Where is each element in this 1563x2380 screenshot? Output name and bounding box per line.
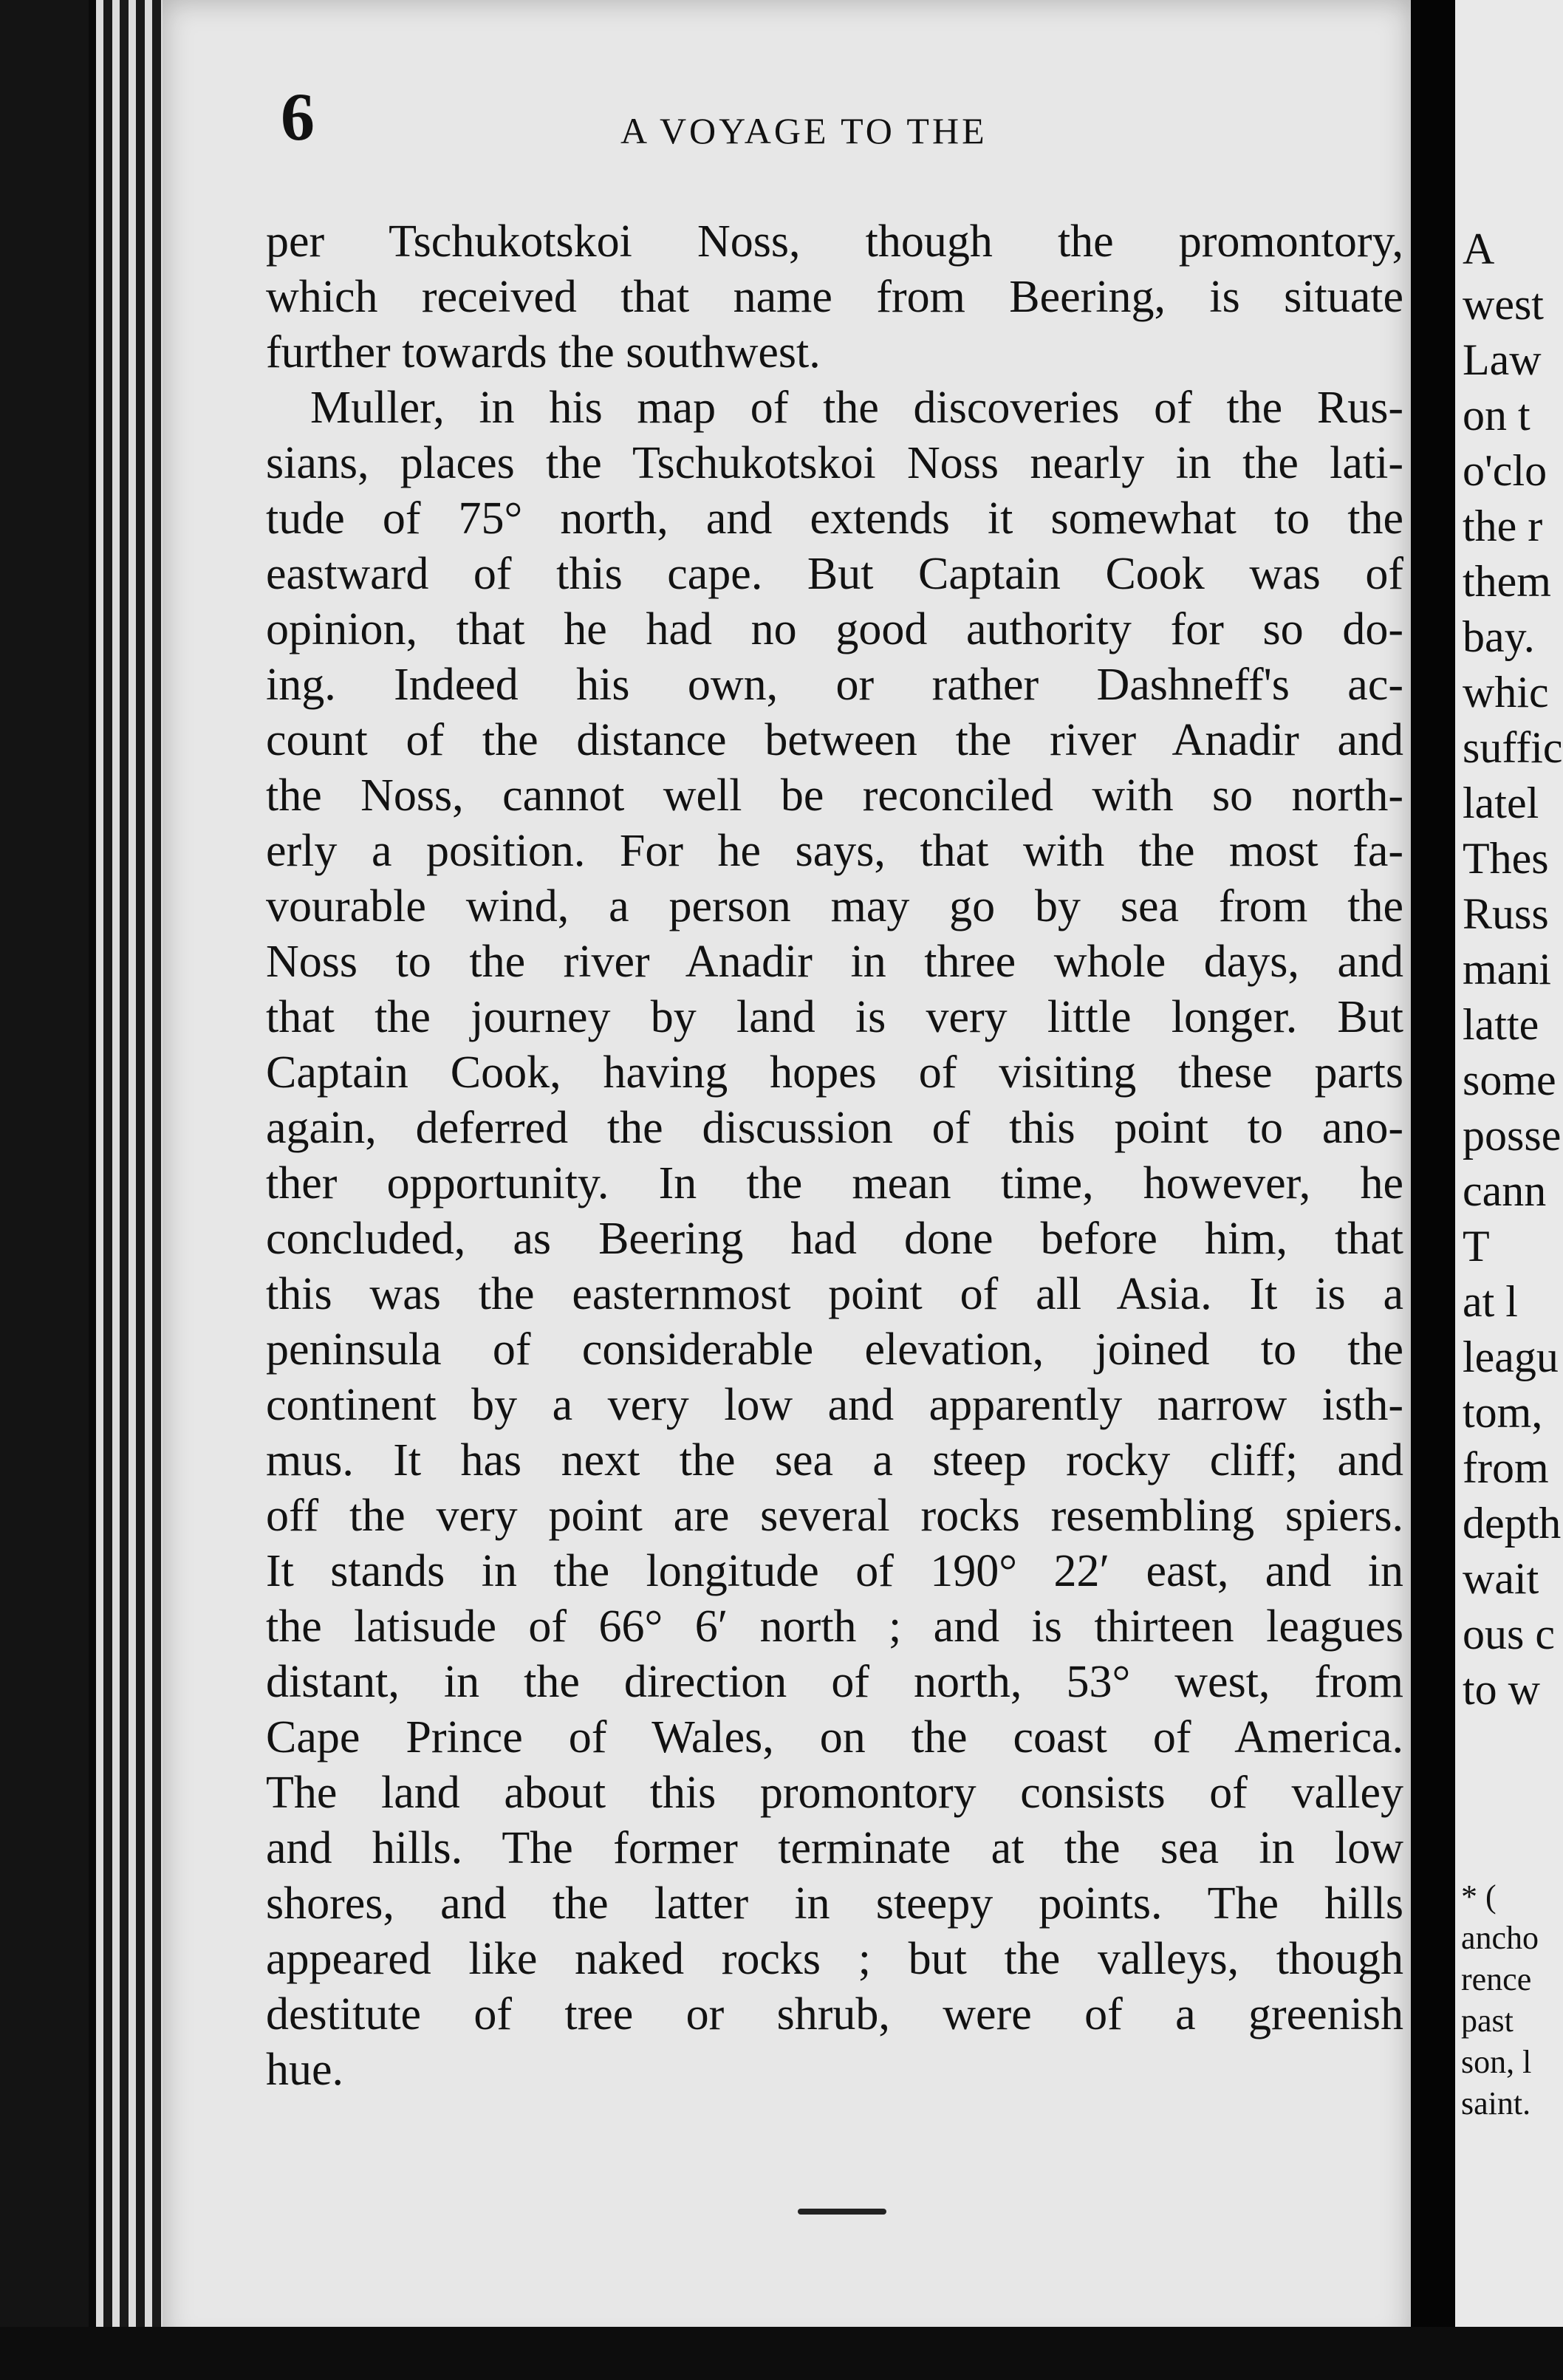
facing-text-line: leagu [1463, 1333, 1559, 1381]
text-line: and hills. The former terminate at the sea in low [266, 1823, 1403, 1873]
facing-text-line: wait [1463, 1554, 1539, 1603]
footnote-line: past [1461, 2003, 1514, 2039]
facing-text-line: Russ [1463, 889, 1549, 938]
facing-text-line: them [1463, 557, 1551, 606]
footnote-line: * ( [1461, 1878, 1497, 1915]
facing-text-line: posse [1463, 1111, 1562, 1160]
facing-text-line: suffic [1463, 723, 1563, 772]
facing-text-line: at l [1463, 1277, 1518, 1326]
text-line: vourable wind, a person may go by sea from the [266, 881, 1403, 931]
book-spine [1411, 0, 1455, 2380]
text-line: ther opportunity. In the mean time, however, he [266, 1158, 1403, 1208]
facing-text-line: mani [1463, 945, 1551, 994]
footnote-line: ancho [1461, 1920, 1539, 1956]
facing-text-line: to w [1463, 1665, 1540, 1714]
text-line: Noss to the river Anadir in three whole days, and [266, 937, 1403, 987]
facing-text-line: west [1463, 280, 1544, 329]
text-line: hue. [266, 2045, 344, 2095]
page-edges [96, 0, 170, 2380]
text-line: which received that name from Beering, is situate [266, 272, 1403, 322]
text-line: count of the distance between the river Anadir and [266, 715, 1403, 765]
text-line: Captain Cook, having hopes of visiting these parts [266, 1047, 1403, 1098]
text-line: destitute of tree or shrub, were of a greenish [266, 1989, 1403, 2039]
facing-text-line: o'clo [1463, 446, 1547, 495]
text-line: sians, places the Tschukotskoi Noss nearly in the lati- [266, 438, 1403, 488]
facing-text-line: on t [1463, 391, 1530, 440]
running-head: A VOYAGE TO THE [620, 110, 988, 151]
text-line: further towards the southwest. [266, 327, 821, 377]
text-line: opinion, that he had no good authority for so do- [266, 604, 1403, 654]
text-line: the Noss, cannot well be reconciled with so north- [266, 770, 1403, 821]
footnote-line: saint. [1461, 2085, 1531, 2121]
text-line: mus. It has next the sea a steep rocky cliff; and [266, 1435, 1403, 1485]
book-page [163, 0, 1411, 2349]
facing-page-footnote [1461, 1876, 1563, 2124]
facing-text-line: bay. [1463, 612, 1535, 661]
facing-text-line: depth [1463, 1499, 1562, 1548]
paragraph-start-line: Muller, in his map of the discoveries of the Rus- [310, 383, 1403, 433]
facing-text-line: the r [1463, 502, 1543, 550]
facing-text-line: whic [1463, 668, 1549, 717]
text-line: erly a position. For he says, that with the most fa- [266, 826, 1403, 876]
facing-text-line: cann [1463, 1166, 1547, 1215]
facing-text-line: ous c [1463, 1610, 1555, 1658]
facing-text-line: latte [1463, 1000, 1539, 1049]
footnote-line: son, l [1461, 2044, 1532, 2080]
text-line: peninsula of considerable elevation, joined to the [266, 1324, 1403, 1375]
text-line: distant, in the direction of north, 53° west, from [266, 1657, 1403, 1707]
end-ornament [798, 2209, 886, 2215]
text-line: tude of 75° north, and extends it somewhat to the [266, 493, 1403, 544]
body-text [266, 214, 1403, 2098]
facing-text-line: T [1463, 1222, 1490, 1271]
book-left-edge [0, 0, 89, 2380]
facing-text-line: Thes [1463, 834, 1549, 883]
text-line: again, deferred the discussion of this point to ano- [266, 1103, 1403, 1153]
text-line: shores, and the latter in steepy points. The hills [266, 1878, 1403, 1929]
footnote-line: rence [1461, 1961, 1532, 1997]
facing-text-line: tom, [1463, 1388, 1543, 1437]
facing-page [1455, 0, 1563, 2380]
text-line: The land about this promontory consists of valley [266, 1768, 1403, 1818]
text-line: Cape Prince of Wales, on the coast of America. [266, 1712, 1403, 1762]
text-line: off the very point are several rocks resembling spiers. [266, 1491, 1403, 1541]
scan-bottom-edge [0, 2327, 1563, 2380]
text-line: It stands in the longitude of 190° 22′ east, and in [266, 1546, 1403, 1596]
facing-page-text [1463, 222, 1563, 1717]
text-line: per Tschukotskoi Noss, though the promontory, [266, 216, 1403, 267]
text-line: concluded, as Beering had done before him, that [266, 1214, 1403, 1264]
facing-text-line: some [1463, 1056, 1556, 1104]
facing-text-line: Law [1463, 335, 1542, 384]
text-line: eastward of this cape. But Captain Cook was of [266, 549, 1403, 599]
text-line: ing. Indeed his own, or rather Dashneff's ac- [266, 660, 1403, 710]
text-line: the latisude of 66° 6′ north ; and is thirteen leagues [266, 1601, 1403, 1652]
text-line: that the journey by land is very little longer. But [266, 992, 1403, 1042]
page-number: 6 [281, 79, 315, 154]
text-line: this was the easternmost point of all Asia. It is a [266, 1269, 1403, 1319]
facing-text-line: latel [1463, 779, 1539, 827]
facing-text-line: A [1463, 225, 1495, 273]
facing-text-line: from [1463, 1443, 1549, 1492]
text-line: appeared like naked rocks ; but the valleys, though [266, 1934, 1403, 1984]
text-line: continent by a very low and apparently narrow isth- [266, 1380, 1403, 1430]
